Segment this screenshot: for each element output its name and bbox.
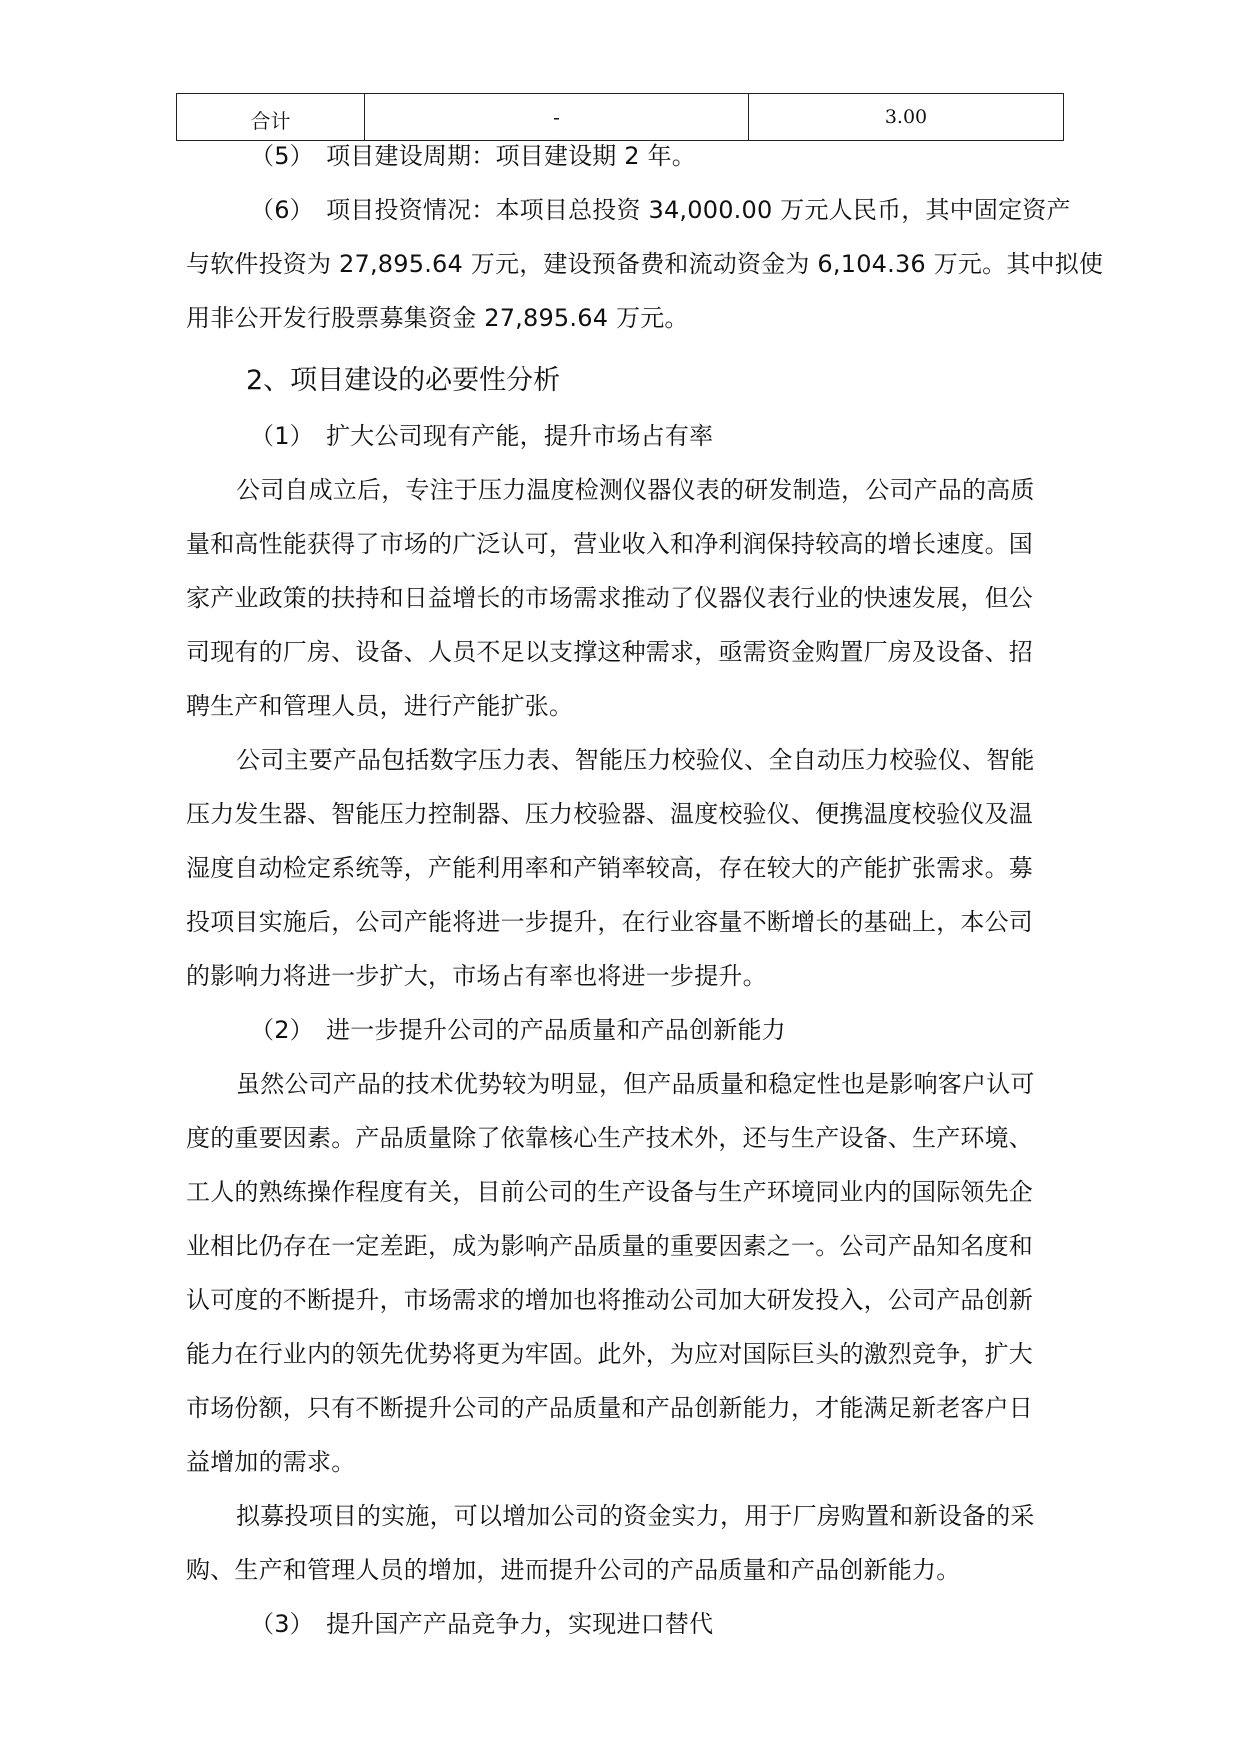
paragraph-3-line: 度的重要因素。产品质量除了依靠核心生产技术外，还与生产设备、生产环境、	[186, 1124, 1033, 1152]
paragraph-1-line: 聘生产和管理人员，进行产能扩张。	[186, 692, 574, 720]
total-value-cell: 3.00	[749, 94, 1064, 141]
subsection-1-title: （1） 扩大公司现有产能，提升市场占有率	[250, 422, 714, 450]
paragraph-4-line: 拟募投项目的实施，可以增加公司的资金实力，用于厂房购置和新设备的采	[236, 1502, 1035, 1530]
paragraph-1-line: 家产业政策的扶持和日益增长的市场需求推动了仪器仪表行业的快速发展，但公	[186, 584, 1033, 612]
item-6-line-3: 用非公开发行股票募集资金 27,895.64 万元。	[186, 304, 689, 332]
paragraph-4-line: 购、生产和管理人员的增加，进而提升公司的产品质量和产品创新能力。	[186, 1556, 961, 1584]
paragraph-3-line: 市场份额，只有不断提升公司的产品质量和产品创新能力，才能满足新老客户日	[186, 1394, 1033, 1422]
table-row	[177, 94, 1064, 141]
paragraph-3-line: 益增加的需求。	[186, 1448, 356, 1476]
investment-table-total	[176, 93, 1064, 141]
item-6-line-1: （6） 项目投资情况：本项目总投资 34,000.00 万元人民币，其中固定资产	[250, 196, 1071, 224]
total-middle-cell: -	[365, 94, 749, 141]
section-2-heading: 2、项目建设的必要性分析	[246, 365, 561, 396]
paragraph-2-line: 压力发生器、智能压力控制器、压力校验器、温度校验仪、便携温度校验仪及温	[186, 800, 1033, 828]
subsection-3-title: （3） 提升国产产品竞争力，实现进口替代	[250, 1610, 714, 1638]
paragraph-3-line: 虽然公司产品的技术优势较为明显，但产品质量和稳定性也是影响客户认可	[236, 1070, 1035, 1098]
paragraph-2-line: 湿度自动检定系统等，产能利用率和产销率较高，存在较大的产能扩张需求。募	[186, 854, 1033, 882]
item-6-line-2: 与软件投资为 27,895.64 万元，建设预备费和流动资金为 6,104.36 万元。其中拟使	[186, 250, 1104, 278]
paragraph-3-line: 认可度的不断提升，市场需求的增加也将推动公司加大研发投入，公司产品创新	[186, 1286, 1033, 1314]
subsection-2-title: （2） 进一步提升公司的产品质量和产品创新能力	[250, 1016, 786, 1044]
item-5-construction-period: （5） 项目建设周期：项目建设期 2 年。	[250, 142, 696, 170]
paragraph-3-line: 工人的熟练操作程度有关，目前公司的生产设备与生产环境同业内的国际领先企	[186, 1178, 1033, 1206]
paragraph-1-line: 司现有的厂房、设备、人员不足以支撑这种需求，亟需资金购置厂房及设备、招	[186, 638, 1033, 666]
paragraph-2-line: 投项目实施后，公司产能将进一步提升，在行业容量不断增长的基础上，本公司	[186, 908, 1033, 936]
paragraph-3-line: 能力在行业内的领先优势将更为牢固。此外，为应对国际巨头的激烈竞争，扩大	[186, 1340, 1033, 1368]
paragraph-3-line: 业相比仍存在一定差距，成为影响产品质量的重要因素之一。公司产品知名度和	[186, 1232, 1033, 1260]
paragraph-2-line: 的影响力将进一步扩大，市场占有率也将进一步提升。	[186, 962, 767, 990]
paragraph-1-line: 量和高性能获得了市场的广泛认可，营业收入和净利润保持较高的增长速度。国	[186, 530, 1033, 558]
paragraph-2-line: 公司主要产品包括数字压力表、智能压力校验仪、全自动压力校验仪、智能	[236, 746, 1035, 774]
paragraph-1-line: 公司自成立后，专注于压力温度检测仪器仪表的研发制造，公司产品的高质	[236, 476, 1035, 504]
total-label-cell: 合计	[177, 94, 365, 141]
